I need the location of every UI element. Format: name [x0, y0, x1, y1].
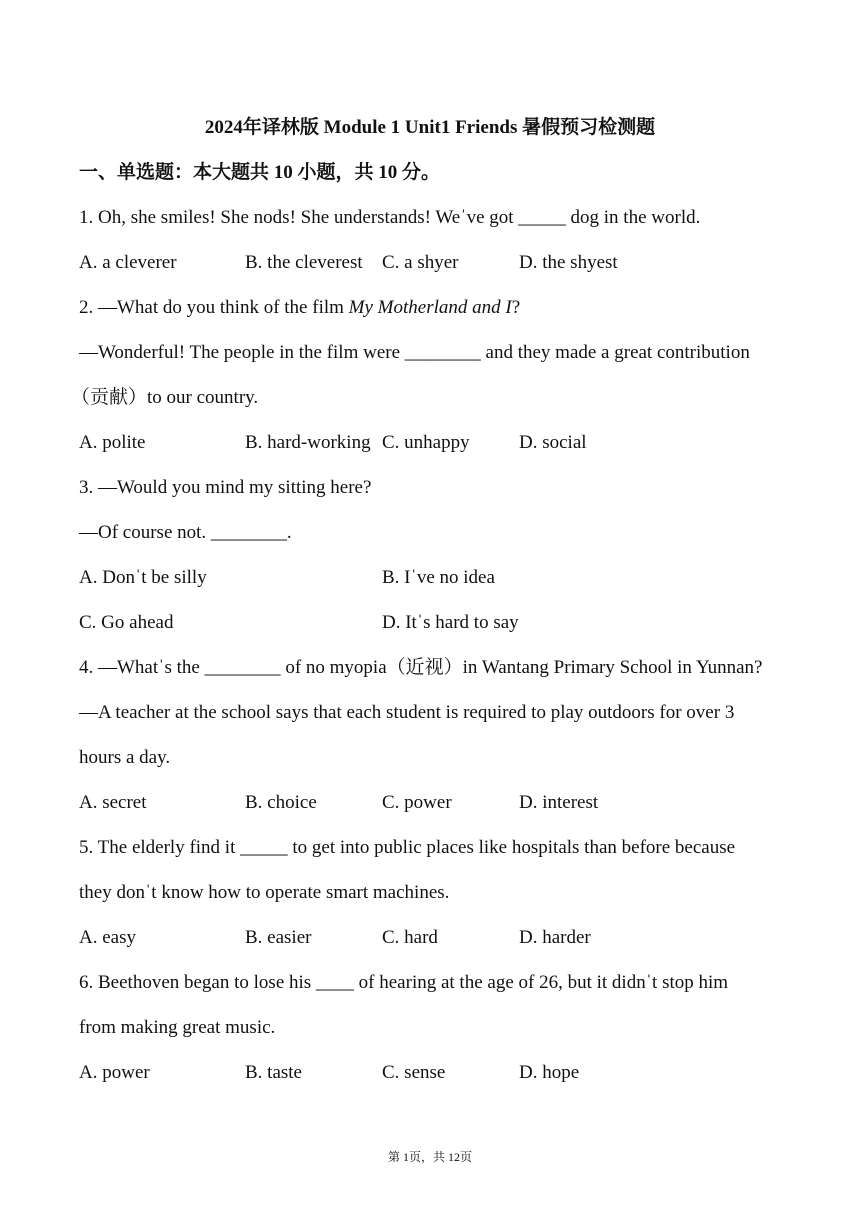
question-1-option-d[interactable]: D. the shyest [519, 252, 618, 273]
question-3-option-a[interactable]: A. Donˈt be silly [79, 567, 207, 588]
question-1-option-c[interactable]: C. a shyer [382, 252, 459, 273]
question-6-option-c[interactable]: C. sense [382, 1062, 446, 1083]
question-3-answer-line: —Of course not. ________. [79, 522, 292, 543]
question-2-stem-end: ? [511, 297, 521, 318]
question-2-answer-line-2: （贡献）to our country. [71, 387, 259, 408]
question-1-stem: 1. Oh, she smiles! She nods! She understands! Weˈve got _____ dog in the world. [79, 207, 701, 228]
document-title: 2024年译林版 Module 1 Unit1 Friends 暑假预习检测题 [204, 117, 656, 138]
question-4-option-b[interactable]: B. choice [245, 792, 317, 813]
question-6-option-b[interactable]: B. taste [245, 1062, 302, 1083]
question-4-option-c[interactable]: C. power [382, 792, 452, 813]
question-4-answer-line: —A teacher at the school says that each student is required to play outdoors for over 3 [79, 702, 735, 723]
question-3-option-d[interactable]: D. Itˈs hard to say [382, 612, 519, 633]
question-2-stem [79, 297, 520, 319]
film-title: My Motherland and I [348, 297, 512, 318]
section-heading: 一、单选题：本大题共 10 小题，共 10 分。 [79, 162, 441, 183]
question-4-option-a[interactable]: A. secret [79, 792, 147, 813]
question-4-option-d[interactable]: D. interest [519, 792, 599, 813]
page-footer: 第 1页，共 12页 [387, 1150, 472, 1164]
question-6-stem: 6. Beethoven began to lose his ____ of hearing at the age of 26, but it didnˈt stop him [79, 972, 729, 993]
question-4-stem: 4. —Whatˈs the ________ of no myopia（近视）in Wantang Primary School in Yunnan? [79, 657, 763, 678]
question-2-option-d[interactable]: D. social [519, 432, 587, 453]
question-5-option-d[interactable]: D. harder [519, 927, 591, 948]
question-3-option-b[interactable]: B. Iˈve no idea [382, 567, 495, 588]
question-6-option-a[interactable]: A. power [79, 1062, 150, 1083]
question-3-stem: 3. —Would you mind my sitting here? [79, 477, 372, 498]
question-2-option-a[interactable]: A. polite [79, 432, 146, 453]
question-5-stem-line-2: they donˈt know how to operate smart machines. [79, 882, 450, 903]
question-5-option-c[interactable]: C. hard [382, 927, 438, 948]
question-4-answer-line-2: hours a day. [79, 747, 171, 768]
question-1-option-b[interactable]: B. the cleverest [245, 252, 363, 273]
question-2-option-c[interactable]: C. unhappy [382, 432, 470, 453]
question-2-answer-line: —Wonderful! The people in the film were ________ and they made a great contribution [79, 342, 750, 363]
question-2-option-b[interactable]: B. hard-working [245, 432, 371, 453]
question-5-option-a[interactable]: A. easy [79, 927, 136, 948]
question-5-stem: 5. The elderly find it _____ to get into public places like hospitals than before because [79, 837, 736, 858]
question-6-option-d[interactable]: D. hope [519, 1062, 580, 1083]
question-6-stem-line-2: from making great music. [79, 1017, 276, 1038]
question-5-option-b[interactable]: B. easier [245, 927, 312, 948]
question-3-option-c[interactable]: C. Go ahead [79, 612, 174, 633]
question-1-option-a[interactable]: A. a cleverer [79, 252, 177, 273]
question-2-stem-start: 2. —What do you think of the film [79, 297, 349, 318]
